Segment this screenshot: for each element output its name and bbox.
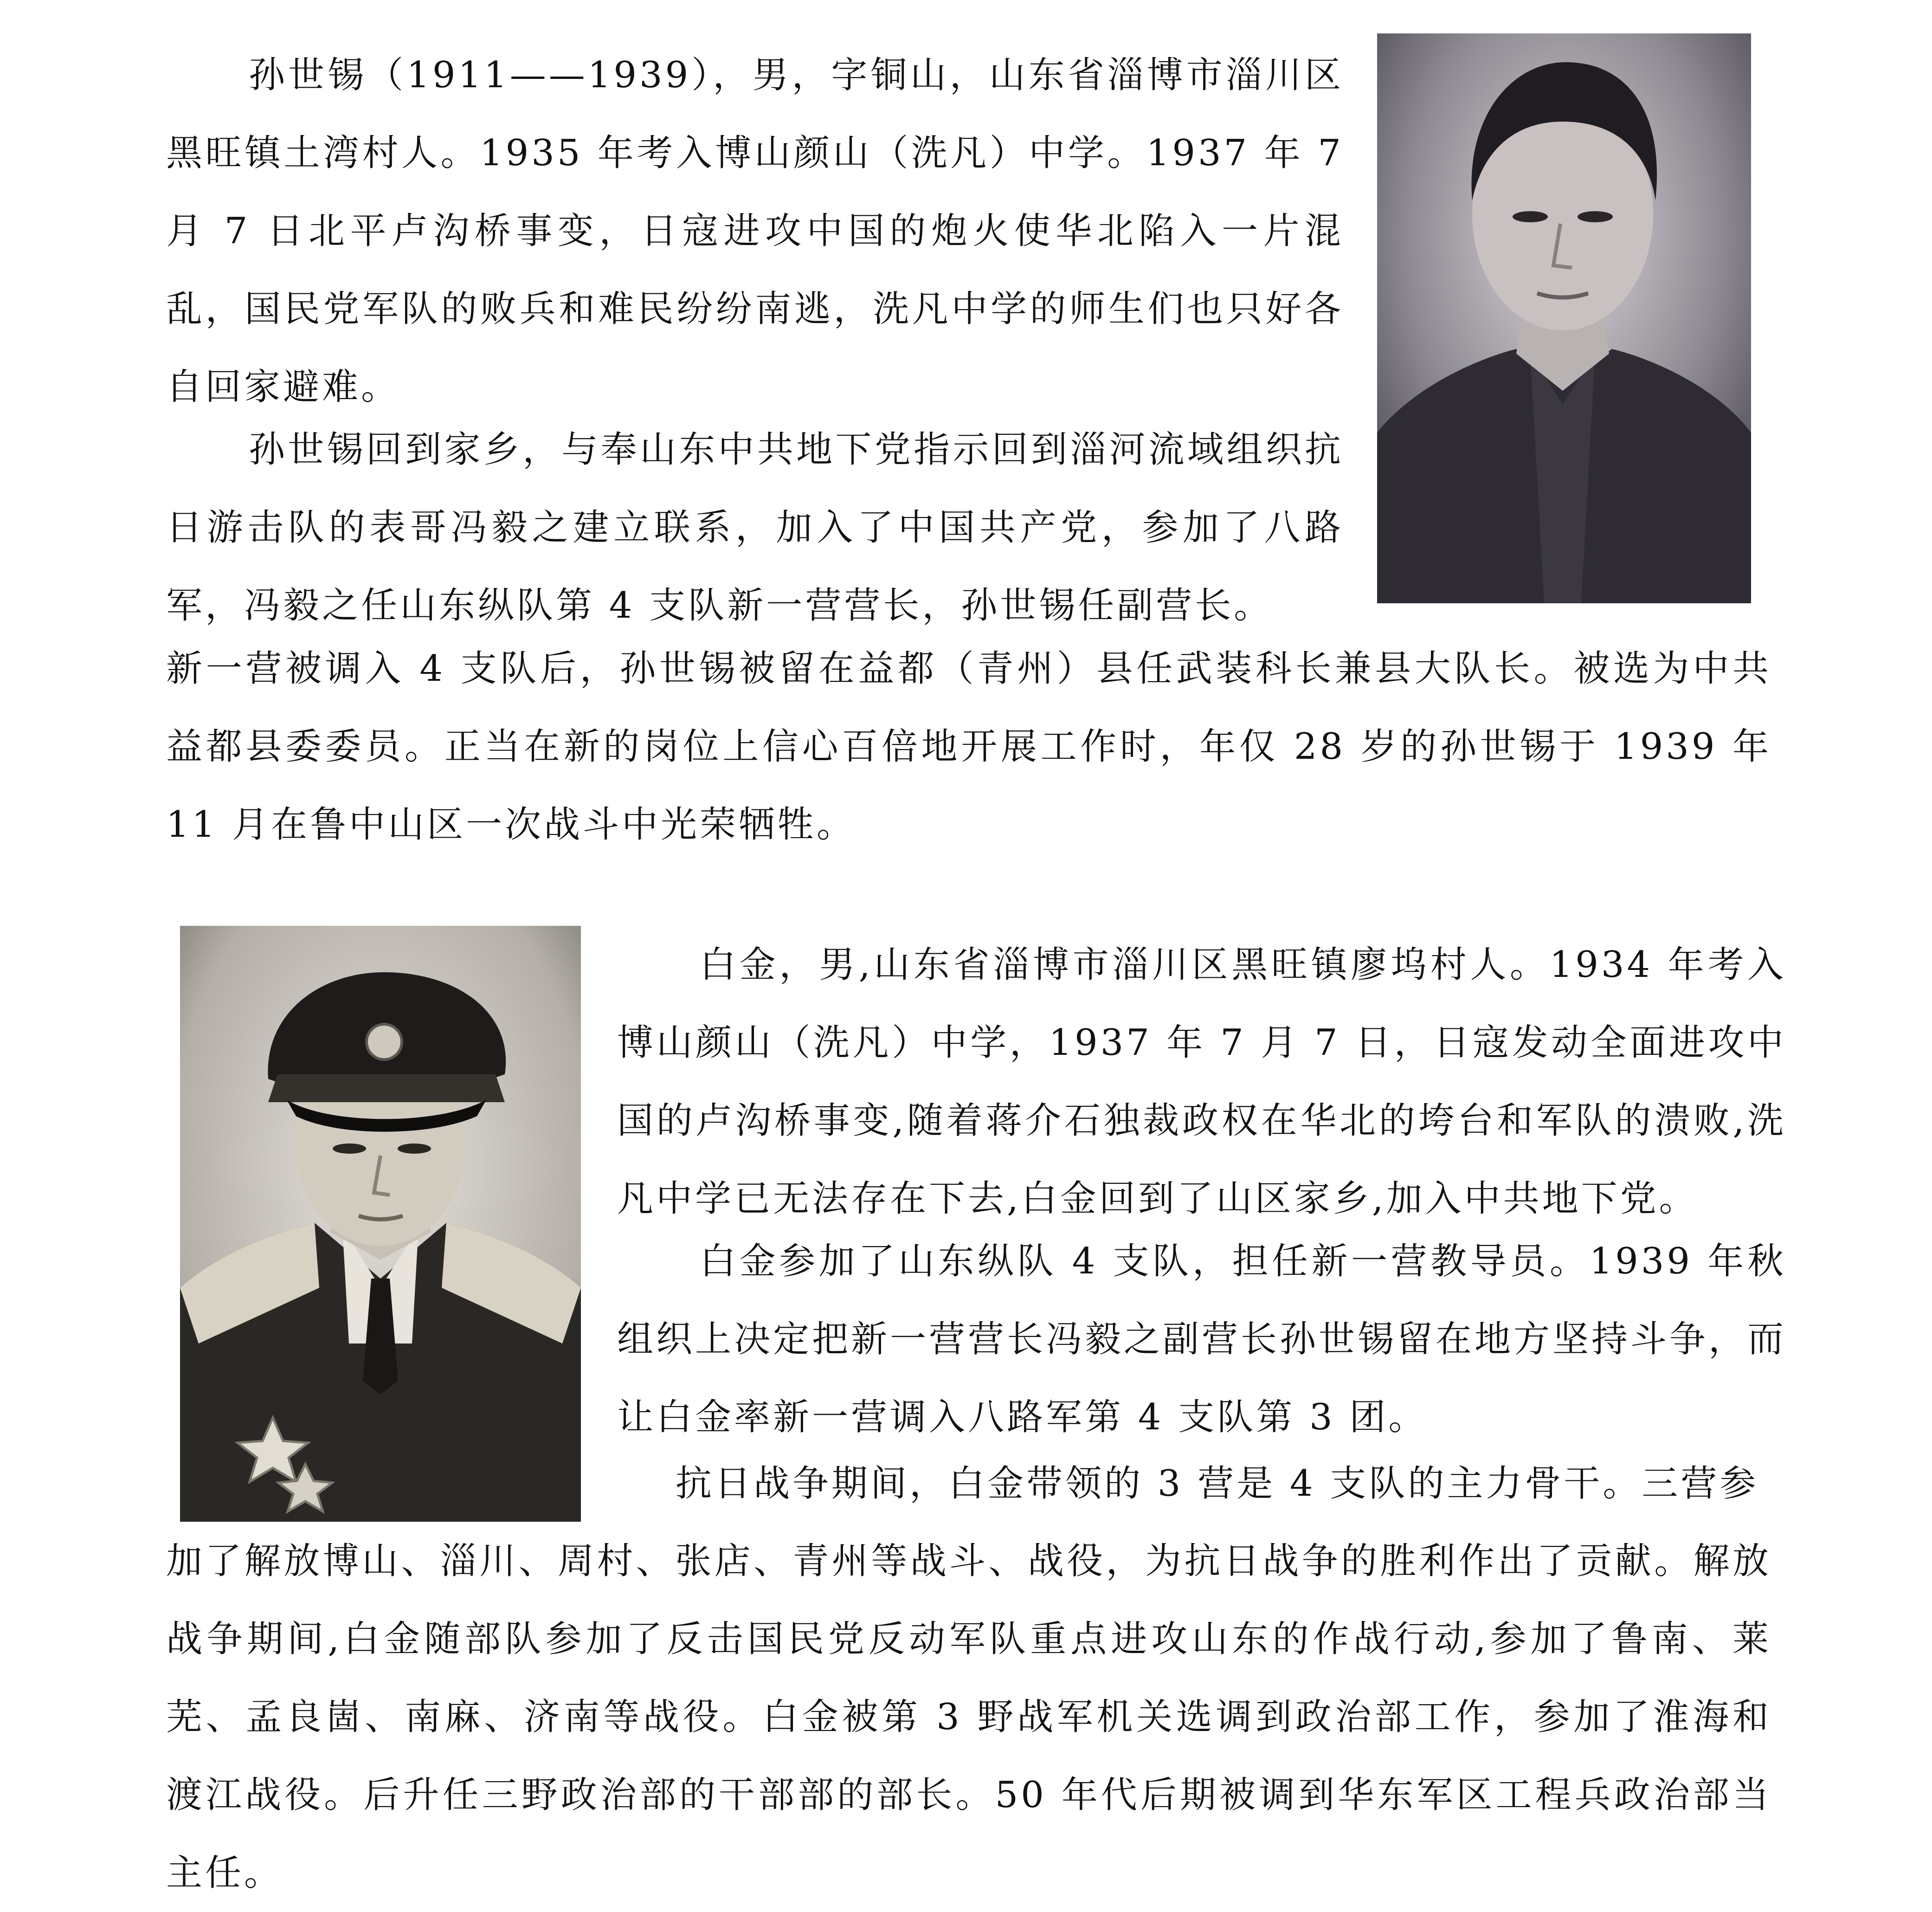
bai-jin-paragraph-2: 白金参加了山东纵队 4 支队，担任新一营教导员。1939 年秋组织上决定把新一营营长冯毅之副营长孙世锡留在地方坚持斗争，而让白金率新一营调入八路军第 4 支队第 3 团。 — [617, 1240, 1787, 1438]
sun-shixi-paragraph-3: 新一营被调入 4 支队后，孙世锡被留在益都（青州）县任武装科长兼县大队长。被选为中共益都县委委员。正当在新的岗位上信心百倍地开展工作时，年仅 28 岁的孙世锡于 1939 年 11 月在鲁中山区一次战斗中光荣牺牲。 — [166, 648, 1771, 846]
bai-jin-paragraph-1: 白金，男,山东省淄博市淄川区黑旺镇廖坞村人。1934 年考入博山颜山（洗凡）中学，1937 年 7 月 7 日，日寇发动全面进攻中国的卢沟桥事变,随着蒋介石独裁政权在华北的垮台和军队的溃败,洗凡中学已无法存在下去,白金回到了山区家乡,加入中共地下党。 — [617, 944, 1786, 1220]
sun-shixi-portrait-photo — [1377, 33, 1751, 603]
sun-shixi-paragraph-1: 孙世锡（1911——1939），男，字铜山，山东省淄博市淄川区黑旺镇土湾村人。1935 年考入博山颜山（洗凡）中学。1937 年 7 月 7 日北平卢沟桥事变，日寇进攻中国的炮火使华北陷入一片混乱，国民党军队的败兵和难民纷纷南逃，洗凡中学的师生们也只好各自回家避难。 — [166, 54, 1344, 408]
bai-jin-paragraph-4: 加了解放博山、淄川、周村、张店、青州等战斗、战役，为抗日战争的胜利作出了贡献。解放战争期间,白金随部队参加了反击国民党反动军队重点进攻山东的作战行动,参加了鲁南、莱芜、孟良崮、南麻、济南等战役。白金被第 3 野战军机关选调到政治部工作，参加了淮海和渡江战役。后升任三野政治部的干部部的部长。50 年代后期被调到华东军区工程兵政治部当主任。 — [166, 1540, 1771, 1894]
bai-jin-paragraph-3: 抗日战争期间，白金带领的 3 营是 4 支队的主力骨干。三营参 — [676, 1463, 1759, 1505]
sun-shixi-paragraph-2: 孙世锡回到家乡，与奉山东中共地下党指示回到淄河流域组织抗日游击队的表哥冯毅之建立联系，加入了中国共产党，参加了八路军，冯毅之任山东纵队第 4 支队新一营营长，孙世锡任副营长。 — [166, 429, 1344, 627]
bai-jin-portrait-photo — [180, 926, 581, 1522]
